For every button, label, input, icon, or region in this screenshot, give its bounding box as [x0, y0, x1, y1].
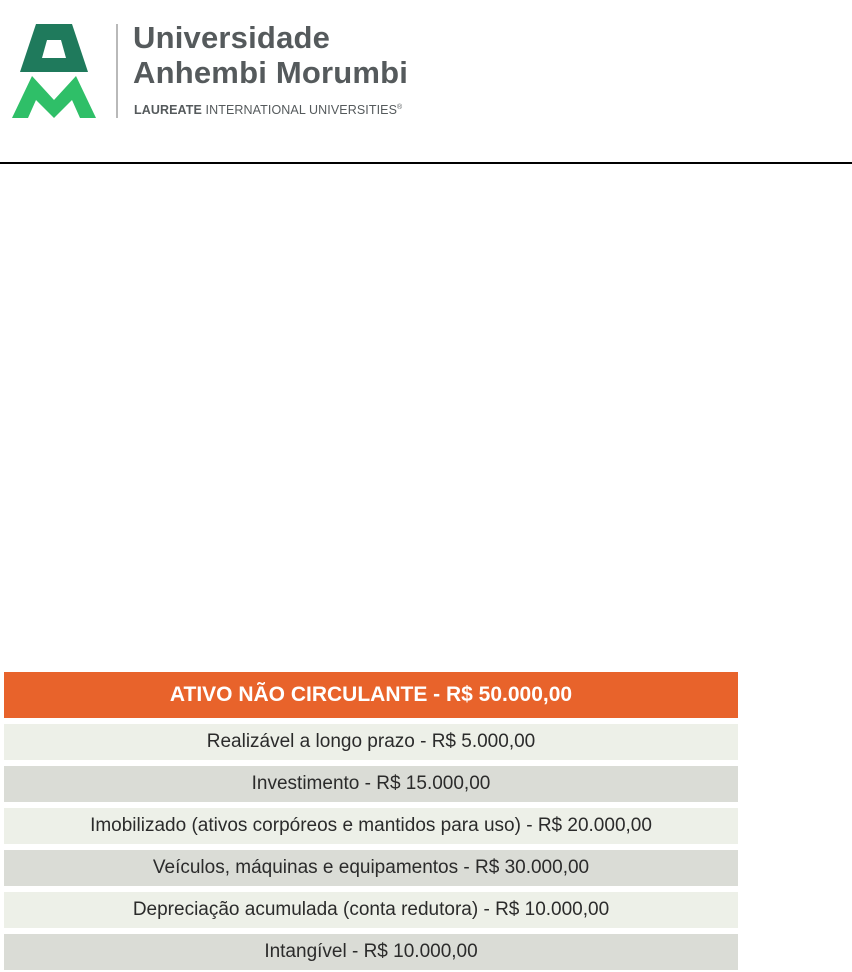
tagline-regular: INTERNATIONAL UNIVERSITIES [201, 103, 398, 117]
document-header [0, 0, 852, 165]
anhembi-morumbi-logo-icon [10, 22, 98, 118]
table-title: ATIVO NÃO CIRCULANTE - R$ 50.000,00 [4, 672, 738, 718]
header-rule [0, 162, 852, 164]
brand-tagline [134, 103, 402, 117]
registered-mark: ® [397, 103, 403, 111]
table-row: Intangível - R$ 10.000,00 [4, 934, 738, 970]
tagline-bold: LAUREATE [134, 103, 202, 117]
table-row: Depreciação acumulada (conta redutora) - R$ 10.000,00 [4, 892, 738, 928]
table-row: Imobilizado (ativos corpóreos e mantidos para uso) - R$ 20.000,00 [4, 808, 738, 844]
brand-name-line1: Universidade [133, 20, 331, 55]
table-row: Investimento - R$ 15.000,00 [4, 766, 738, 802]
table-row: Realizável a longo prazo - R$ 5.000,00 [4, 724, 738, 760]
logo-divider [116, 24, 118, 118]
brand-name-line2: Anhembi Morumbi [133, 55, 409, 90]
table-row: Veículos, máquinas e equipamentos - R$ 30.000,00 [4, 850, 738, 886]
asset-table [4, 672, 738, 970]
